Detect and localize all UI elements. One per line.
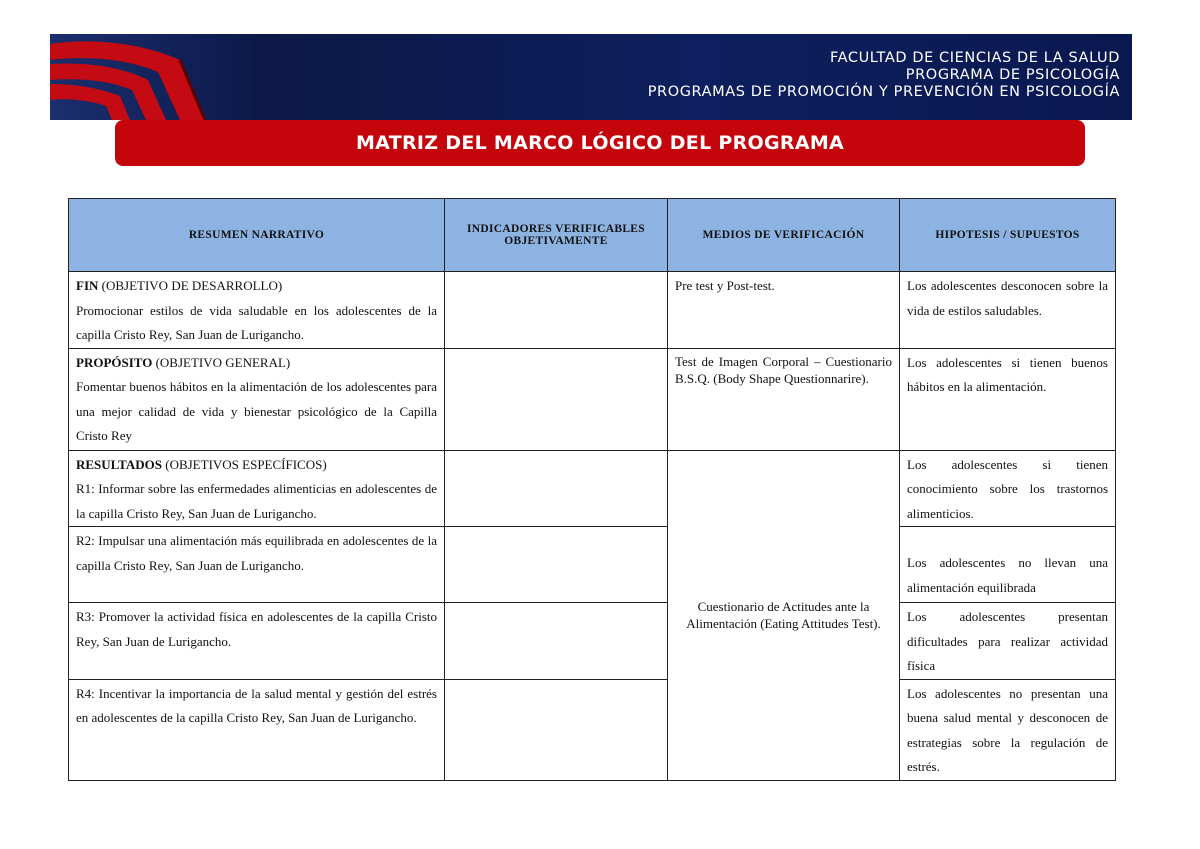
table-row-proposito [69,348,1116,450]
table-row-r1 [69,450,1116,527]
header-medios: MEDIOS DE VERIFICACIÓN [668,199,900,272]
header-hipotesis: HIPOTESIS / SUPUESTOS [900,199,1116,272]
r1-indicadores [445,450,668,527]
programs-subtitle: PROGRAMAS DE PROMOCIÓN Y PREVENCIÓN EN PSICOLOGÍA [647,84,1120,100]
resultados-label: RESULTADOS [76,456,162,472]
r2-text: R2: Impulsar una alimentación más equilibrada en adolescentes de la capilla Cristo Rey, San Juan de Lurigancho. [76,533,437,573]
table-row-fin [69,272,1116,349]
proposito-indicadores [445,348,668,450]
r1-hipotesis: Los adolescentes si tienen conocimiento sobre los trastornos alimenticios. [907,456,1108,521]
r4-text: R4: Incentivar la importancia de la salud mental y gestión del estrés en adolescentes de la capilla Cristo Rey, San Juan de Lurigancho. [76,685,437,725]
header-indicadores: INDICADORES VERIFICABLES OBJETIVAMENTE [445,199,668,272]
fin-cell [69,272,444,348]
document-title-bar [115,120,1085,166]
fin-indicadores [445,272,668,349]
proposito-text: Fomentar buenos hábitos en la alimentación de los adolescentes para una mejor calidad de vida y bienestar psicológico de la Capilla Cristo Rey [76,379,437,443]
table-row-r4 [69,679,1116,780]
table-row-r3 [69,603,1116,680]
r2-indicadores [445,527,668,603]
r3-hipotesis: Los adolescentes presentan dificultades para realizar actividad física [907,609,1108,673]
fin-label: FIN [76,278,99,293]
fin-hipotesis: Los adolescentes desconocen sobre la vida de estilos saludables. [907,278,1108,318]
resultados-r1-cell [69,451,444,527]
r3-indicadores [445,603,668,680]
proposito-medio: Test de Imagen Corporal – Cuestionario B.S.Q. (Body Shape Questionnarire). [675,353,892,386]
proposito-label-rest: (OBJETIVO GENERAL) [152,354,291,370]
proposito-hipotesis: Los adolescentes si tienen buenos hábitos en la alimentación. [907,354,1108,394]
fin-medio: Pre test y Post-test. [675,278,775,293]
header-resumen: RESUMEN NARRATIVO [69,199,445,272]
proposito-label: PROPÓSITO [76,354,153,370]
table-header-row [69,199,1116,272]
fin-text: Promocionar estilos de vida saludable en los adolescentes de la capilla Cristo Rey, San Juan de Lurigancho. [76,302,437,342]
resultados-label-rest: (OBJETIVOS ESPECÍFICOS) [161,456,327,472]
header-banner [50,34,1132,120]
r1-text: R1: Informar sobre las enfermedades alimenticias en adolescentes de la capilla Cristo Rey, San Juan de Lurigancho. [76,481,437,521]
r4-hipotesis: Los adolescentes no presentan una buena salud mental y desconocen de estrategias sobre la regulación de estrés. [907,685,1108,774]
r2-hipotesis: Los adolescentes no llevan una alimentación equilibrada [907,555,1108,595]
r4-indicadores [445,679,668,780]
university-logo-icon [50,34,250,120]
r3-text: R3: Promover la actividad física en adolescentes de la capilla Cristo Rey, San Juan de Lurigancho. [76,609,437,649]
program-name: PROGRAMA DE PSICOLOGÍA [905,67,1120,83]
proposito-cell [69,349,444,449]
document-title: MATRIZ DEL MARCO LÓGICO DEL PROGRAMA [355,132,845,154]
logical-framework-table [68,198,1115,776]
table-row-r2 [69,527,1116,603]
resultados-medio: Cuestionario de Actitudes ante la Alimentación (Eating Attitudes Test). [686,599,881,631]
faculty-name: FACULTAD DE CIENCIAS DE LA SALUD [830,50,1120,66]
fin-label-rest: (OBJETIVO DE DESARROLLO) [98,278,283,293]
